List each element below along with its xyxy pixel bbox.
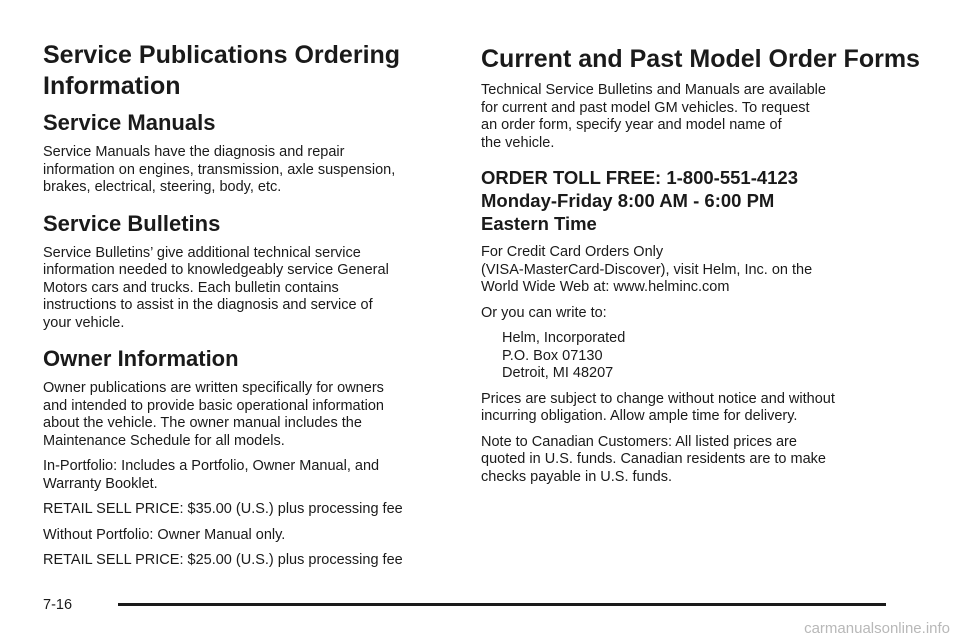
retail-price-in-portfolio: RETAIL SELL PRICE: $35.00 (U.S.) plus processing fee [43,501,403,517]
mailing-address: Helm, Incorporated P.O. Box 07130 Detroit, MI 48207 [502,330,626,381]
page-number: 7-16 [43,597,73,613]
retail-price-without-portfolio: RETAIL SELL PRICE: $25.00 (U.S.) plus processing fee [43,552,403,568]
canadian-note: Note to Canadian Customers: All listed prices are quoted in U.S. funds. Canadian residents are to make checks payable in U.S. funds. [481,433,826,485]
service-manuals-heading: Service Manuals [43,110,216,135]
page-title [43,40,453,102]
right-column [481,40,921,494]
prices-note: Prices are subject to change without notice and without incurring obligation. Allow ample time for delivery. [481,390,835,424]
page-title-line: Information [43,72,181,100]
page-title-line: Service Publications Ordering [43,41,401,69]
service-manuals-text: Service Manuals have the diagnosis and repair information on engines, transmission, axle suspension, brakes, electrical, steering, body, etc. [43,144,396,195]
order-forms-title: Current and Past Model Order Forms [481,45,920,73]
order-toll-free-heading: ORDER TOLL FREE: 1-800-551-4123 Monday-Friday 8:00 AM - 6:00 PM Eastern Time [481,167,799,234]
service-bulletins-heading: Service Bulletins [43,210,221,236]
watermark: carmanualsonline.info [804,620,950,637]
in-portfolio-text: In-Portfolio: Includes a Portfolio, Owner Manual, and Warranty Booklet. [43,458,380,492]
without-portfolio-text: Without Portfolio: Owner Manual only. [43,526,286,543]
order-forms-intro: Technical Service Bulletins and Manuals are available for current and past model GM vehicles. To request an order form, specify year and model name of the vehicle. [481,82,826,151]
service-bulletins-text: Service Bulletins’ give additional technical service information needed to knowledgeably service General Motors cars and trucks. Each bulletin contains instructions to assist in the diagnosis and service of your vehicle. [43,244,389,331]
write-to-text: Or you can write to: [481,304,607,321]
left-column [43,40,453,578]
footer-rule [118,603,886,606]
credit-card-text: For Credit Card Orders Only (VISA-MasterCard-Discover), visit Helm, Inc. on the World Wide Web at: www.helminc.com [481,244,813,295]
owner-information-text: Owner publications are written specifically for owners and intended to provide basic operational information about the vehicle. The owner manual includes the Maintenance Schedule for all models. [43,380,384,449]
owner-information-heading: Owner Information [43,346,239,371]
